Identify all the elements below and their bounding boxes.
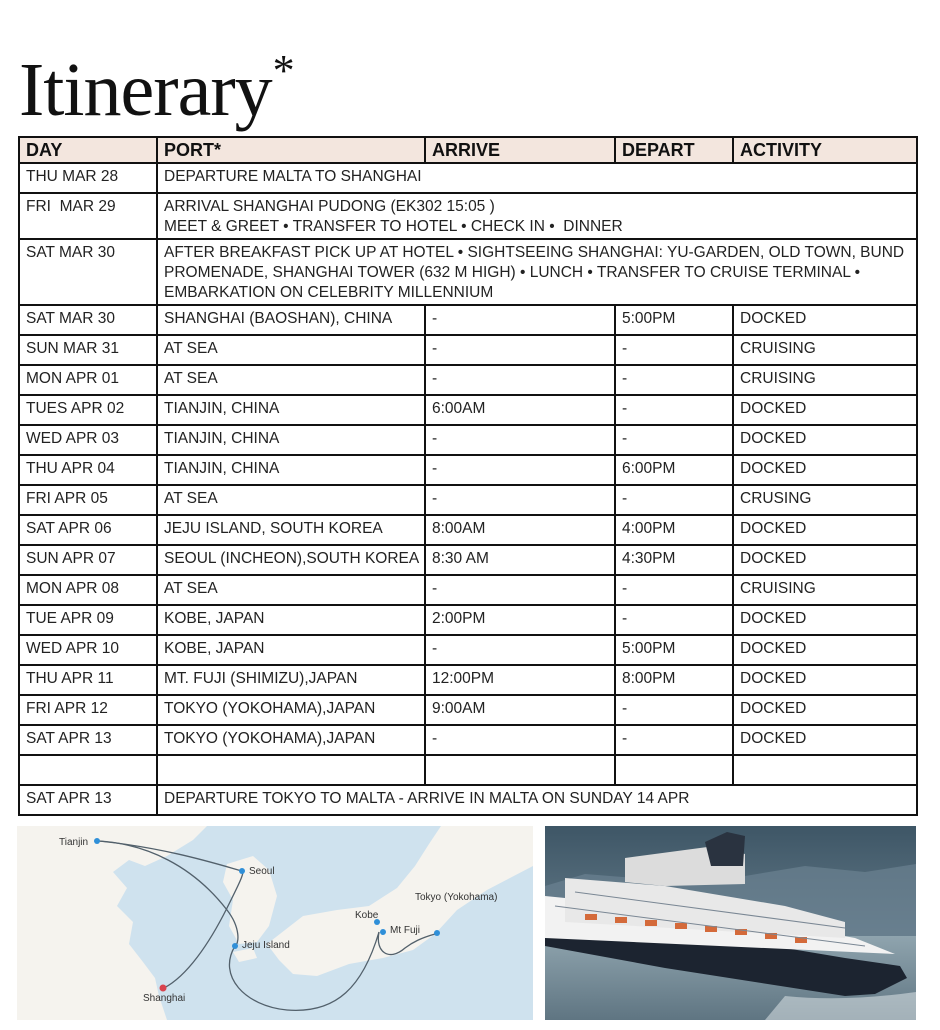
arrive-cell: - xyxy=(425,425,615,455)
itinerary-rows xyxy=(19,305,917,755)
port-cell: SEOUL (INCHEON),SOUTH KOREA xyxy=(157,545,425,575)
activity-cell: CRUISING xyxy=(733,335,917,365)
route-map-graphic xyxy=(17,826,533,1020)
port-cell: TOKYO (YOKOHAMA),JAPAN xyxy=(157,725,425,755)
table-row xyxy=(19,425,917,455)
table-header-row xyxy=(19,137,917,163)
table-row xyxy=(19,695,917,725)
table-row xyxy=(19,365,917,395)
note-line: ARRIVAL SHANGHAI PUDONG (EK302 15:05 ) xyxy=(164,198,495,215)
arrive-cell: 8:30 AM xyxy=(425,545,615,575)
day-cell: WED APR 10 xyxy=(19,635,157,665)
note-cell xyxy=(157,193,917,239)
map-label-tianjin: Tianjin xyxy=(59,837,89,848)
note-row xyxy=(19,193,917,239)
activity-cell: DOCKED xyxy=(733,545,917,575)
day-cell: FRI APR 12 xyxy=(19,695,157,725)
port-cell: TOKYO (YOKOHAMA),JAPAN xyxy=(157,695,425,725)
depart-cell: 4:30PM xyxy=(615,545,733,575)
arrive-cell: - xyxy=(425,335,615,365)
port-cell: AT SEA xyxy=(157,365,425,395)
port-cell: JEJU ISLAND, SOUTH KOREA xyxy=(157,515,425,545)
activity-cell: DOCKED xyxy=(733,425,917,455)
day-cell: SUN APR 07 xyxy=(19,545,157,575)
arrive-cell: - xyxy=(425,485,615,515)
arrive-cell: 12:00PM xyxy=(425,665,615,695)
map-label-tokyo: Tokyo (Yokohama) xyxy=(415,892,498,903)
table-row xyxy=(19,455,917,485)
page-title xyxy=(19,28,294,133)
day-cell: THU APR 11 xyxy=(19,665,157,695)
arrive-cell: 2:00PM xyxy=(425,605,615,635)
table-row xyxy=(19,545,917,575)
activity-cell: DOCKED xyxy=(733,515,917,545)
day-cell: SAT MAR 30 xyxy=(19,239,157,305)
arrive-cell: - xyxy=(425,635,615,665)
table-row xyxy=(19,305,917,335)
activity-cell: DOCKED xyxy=(733,665,917,695)
map-label-jeju: Jeju Island xyxy=(242,940,290,951)
note-row xyxy=(19,163,917,193)
day-cell: MON APR 01 xyxy=(19,365,157,395)
note-row xyxy=(19,239,917,305)
day-cell: TUES APR 02 xyxy=(19,395,157,425)
arrive-cell: 9:00AM xyxy=(425,695,615,725)
depart-cell: - xyxy=(615,485,733,515)
activity-cell: DOCKED xyxy=(733,725,917,755)
header-depart: DEPART xyxy=(615,137,733,163)
port-cell: TIANJIN, CHINA xyxy=(157,425,425,455)
route-map xyxy=(17,826,533,1020)
table-row xyxy=(19,605,917,635)
activity-cell: CRUISING xyxy=(733,365,917,395)
day-cell: TUE APR 09 xyxy=(19,605,157,635)
activity-cell: DOCKED xyxy=(733,695,917,725)
title-asterisk: * xyxy=(272,46,294,95)
day-cell: SAT APR 13 xyxy=(19,785,157,815)
cruise-ship-icon xyxy=(545,826,916,1020)
port-cell: TIANJIN, CHINA xyxy=(157,395,425,425)
empty-cell xyxy=(733,755,917,785)
depart-cell: - xyxy=(615,365,733,395)
port-cell: KOBE, JAPAN xyxy=(157,605,425,635)
arrive-cell: - xyxy=(425,725,615,755)
day-cell: SAT APR 13 xyxy=(19,725,157,755)
day-cell: SUN MAR 31 xyxy=(19,335,157,365)
table-row xyxy=(19,515,917,545)
day-cell: FRI APR 05 xyxy=(19,485,157,515)
day-cell: SAT MAR 30 xyxy=(19,305,157,335)
header-day: DAY xyxy=(19,137,157,163)
empty-cell xyxy=(19,755,157,785)
depart-cell: 8:00PM xyxy=(615,665,733,695)
depart-cell: 6:00PM xyxy=(615,455,733,485)
activity-cell: DOCKED xyxy=(733,395,917,425)
table-row xyxy=(19,485,917,515)
day-cell: MON APR 08 xyxy=(19,575,157,605)
arrive-cell: 6:00AM xyxy=(425,395,615,425)
activity-cell: DOCKED xyxy=(733,605,917,635)
day-cell: THU APR 04 xyxy=(19,455,157,485)
table-row xyxy=(19,395,917,425)
arrive-cell: - xyxy=(425,365,615,395)
itinerary-table xyxy=(18,136,918,816)
map-label-kobe: Kobe xyxy=(355,910,379,921)
empty-cell xyxy=(425,755,615,785)
port-cell: AT SEA xyxy=(157,575,425,605)
activity-cell: CRUSING xyxy=(733,485,917,515)
title-text: Itinerary xyxy=(19,48,272,132)
depart-cell: - xyxy=(615,575,733,605)
empty-cell xyxy=(615,755,733,785)
empty-cell xyxy=(157,755,425,785)
depart-cell: - xyxy=(615,395,733,425)
depart-cell: 5:00PM xyxy=(615,635,733,665)
note-cell: DEPARTURE MALTA TO SHANGHAI xyxy=(157,163,917,193)
arrive-cell: - xyxy=(425,575,615,605)
arrive-cell: - xyxy=(425,455,615,485)
table-row xyxy=(19,335,917,365)
cruise-ship-photo xyxy=(545,826,916,1020)
port-cell: AT SEA xyxy=(157,485,425,515)
port-cell: AT SEA xyxy=(157,335,425,365)
activity-cell: DOCKED xyxy=(733,305,917,335)
header-arrive: ARRIVE xyxy=(425,137,615,163)
header-activity: ACTIVITY xyxy=(733,137,917,163)
activity-cell: DOCKED xyxy=(733,455,917,485)
note-line: MEET & GREET • TRANSFER TO HOTEL • CHECK IN • DINNER xyxy=(164,218,623,235)
port-cell: MT. FUJI (SHIMIZU),JAPAN xyxy=(157,665,425,695)
port-cell: TIANJIN, CHINA xyxy=(157,455,425,485)
spacer-row xyxy=(19,755,917,785)
table-row xyxy=(19,635,917,665)
depart-cell: 4:00PM xyxy=(615,515,733,545)
port-cell: SHANGHAI (BAOSHAN), CHINA xyxy=(157,305,425,335)
day-cell: THU MAR 28 xyxy=(19,163,157,193)
depart-cell: 5:00PM xyxy=(615,305,733,335)
day-cell: WED APR 03 xyxy=(19,425,157,455)
depart-cell: - xyxy=(615,695,733,725)
depart-cell: - xyxy=(615,605,733,635)
table-row xyxy=(19,665,917,695)
note-cell: DEPARTURE TOKYO TO MALTA - ARRIVE IN MALTA ON SUNDAY 14 APR xyxy=(157,785,917,815)
depart-cell: - xyxy=(615,425,733,455)
note-cell: AFTER BREAKFAST PICK UP AT HOTEL • SIGHTSEEING SHANGHAI: YU-GARDEN, OLD TOWN, BUND PROMENADE, SHANGHAI TOWER (632 M HIGH) • LUNCH • TRANSFER TO CRUISE TERMINAL • EMBARKATION ON CELEBRITY MILLENNIUM xyxy=(157,239,917,305)
map-label-shanghai: Shanghai xyxy=(143,993,186,1004)
activity-cell: CRUISING xyxy=(733,575,917,605)
arrive-cell: 8:00AM xyxy=(425,515,615,545)
map-label-mt-fuji: Mt Fuji xyxy=(390,925,420,936)
final-row xyxy=(19,785,917,815)
arrive-cell: - xyxy=(425,305,615,335)
day-cell: SAT APR 06 xyxy=(19,515,157,545)
table-row xyxy=(19,575,917,605)
header-port: PORT* xyxy=(157,137,425,163)
activity-cell: DOCKED xyxy=(733,635,917,665)
port-cell: KOBE, JAPAN xyxy=(157,635,425,665)
day-cell: FRI MAR 29 xyxy=(19,193,157,239)
depart-cell: - xyxy=(615,725,733,755)
table-row xyxy=(19,725,917,755)
map-label-seoul: Seoul xyxy=(249,866,275,877)
depart-cell: - xyxy=(615,335,733,365)
